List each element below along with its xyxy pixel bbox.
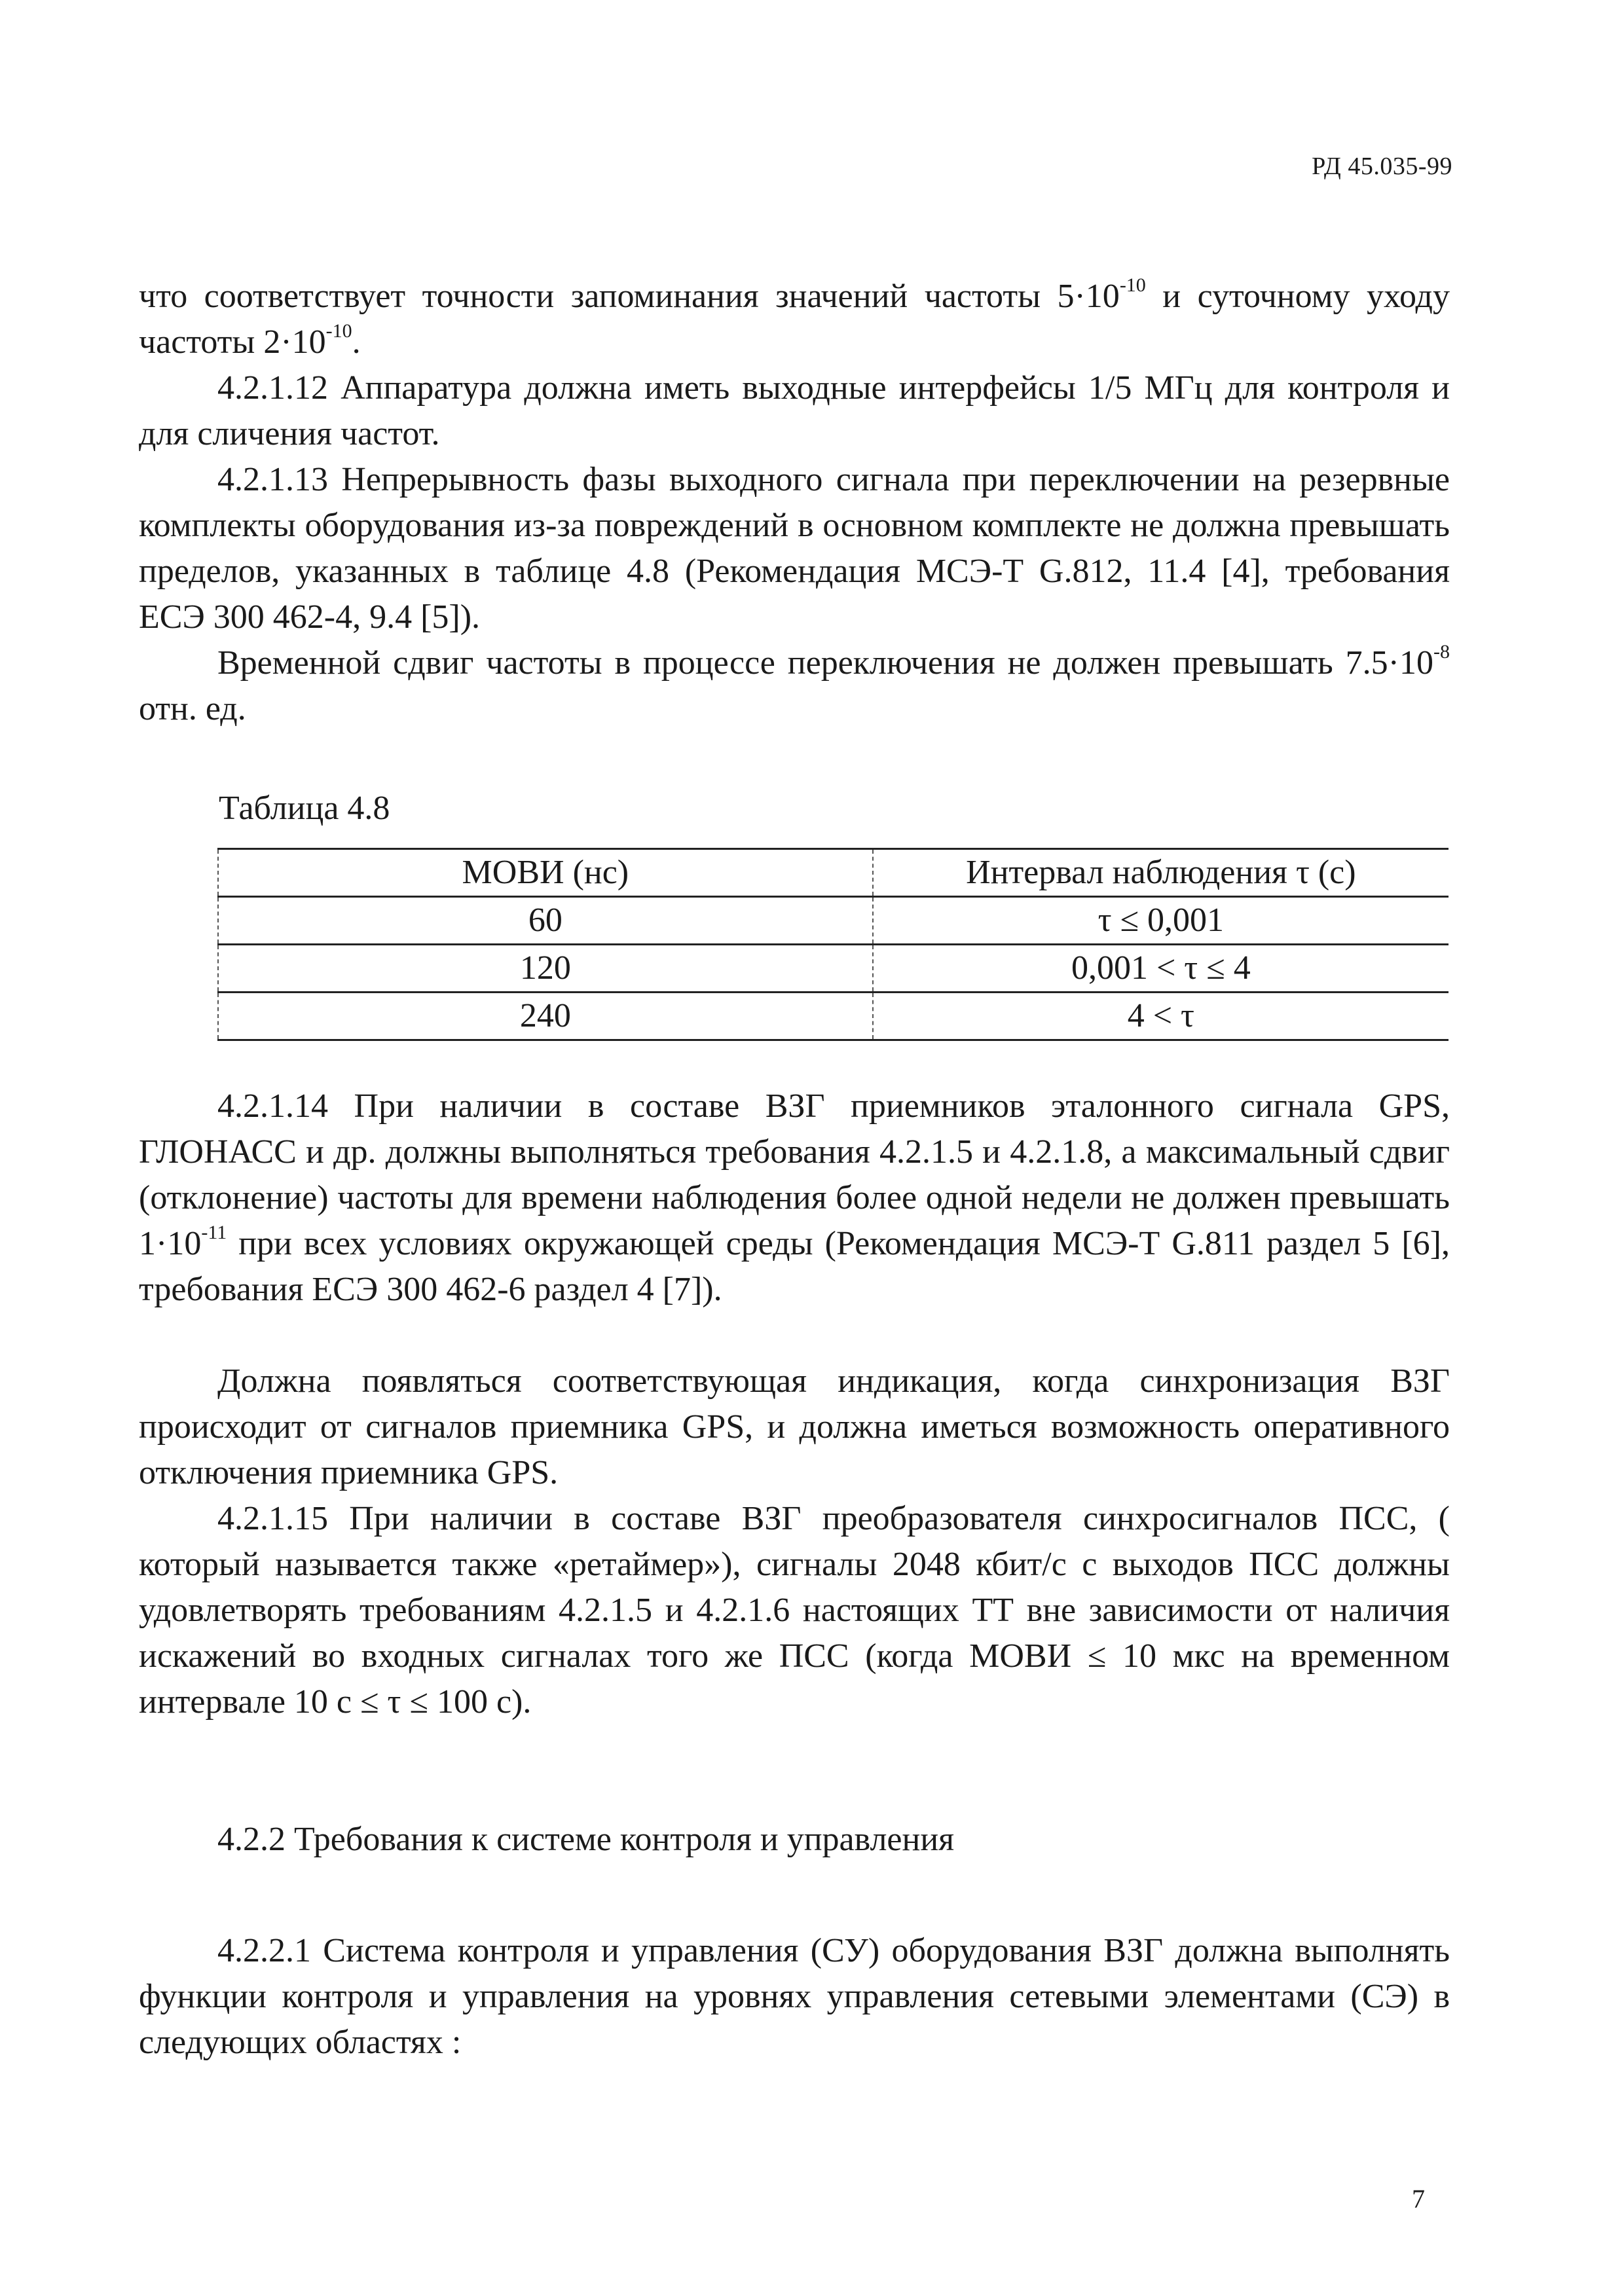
paragraph-frequency-shift: [139, 640, 1450, 732]
exponent: -10: [1119, 274, 1146, 296]
paragraph-text: .: [352, 323, 361, 361]
table-4-8: [217, 848, 1449, 1041]
column-header-movi: МОВИ (нс): [218, 849, 873, 897]
table-cell: 0,001 < τ ≤ 4: [873, 945, 1449, 993]
paragraph-frequency-memory: [139, 274, 1450, 365]
exponent: -8: [1433, 640, 1450, 663]
paragraph-text: 4.2.2.1 Система контроля и управления (СУ) оборудования ВЗГ должна выполнять функции контроля и управления на уровнях управления сетевыми элементами (СЭ) в следующих областях :: [139, 1932, 1450, 2061]
paragraph-text: 4.2.1.13 Непрерывность фазы выходного сигнала при переключении на резервные комплекты оборудования из-за повреждений в основном комплекте не должна превышать пределов, указанных в таблице 4.8 (Рекомендация МСЭ-Т G.812, 11.4 [4], требования ЕСЭ 300 462-4, 9.4 [5]).: [139, 461, 1450, 636]
page-number: 7: [1412, 2184, 1425, 2214]
table-cell: τ ≤ 0,001: [873, 897, 1449, 945]
paragraph-text: 4.2.1.15 При наличии в составе ВЗГ преобразователя синхросигналов ПСС, ( который называется также «ретаймер»), сигналы 2048 кбит/с с выходов ПСС должны удовлетворять требованиям 4.2.1.5 и 4.2.1.6 настоящих ТТ вне зависимости от наличия искажений во входных сигналах того же ПСС (когда МОВИ ≤ 10 мкс на временном интервале 10 с ≤ τ ≤ 100 с).: [139, 1500, 1450, 1721]
paragraph-text: что соответствует точности запоминания значений частоты 5·10: [139, 278, 1120, 315]
paragraph-text: Временной сдвиг частоты в процессе переключения не должен превышать 7.5·10: [217, 644, 1433, 682]
column-header-interval: Интервал наблюдения τ (с): [873, 849, 1449, 897]
table-cell: 60: [218, 897, 873, 945]
paragraph-4-2-1-14: [139, 1084, 1450, 1313]
table-row: [218, 897, 1449, 945]
paragraph-text: и суточному уходу частоты 2·10: [139, 278, 1450, 361]
exponent: -10: [325, 319, 352, 342]
table-row: [218, 993, 1449, 1040]
paragraph-text: отн. ед.: [139, 690, 246, 727]
table-cell: 240: [218, 993, 873, 1040]
paragraph-text: 4.2.1.12 Аппаратура должна иметь выходные интерфейсы 1/5 МГц для контроля и для сличения частот.: [139, 369, 1450, 452]
table-caption: Таблица 4.8: [219, 790, 390, 827]
section-heading-4-2-2: [139, 1817, 1450, 1863]
paragraph-text: 4.2.1.14 При наличии в составе ВЗГ приемников эталонного сигнала GPS, ГЛОНАСС и др. должны выполняться требования 4.2.1.5 и 4.2.1.8, а максимальный сдвиг (отклонение) частоты для времени наблюдения более одной недели не должен превышать 1·10: [139, 1087, 1450, 1262]
paragraph-4-2-1-15: [139, 1496, 1450, 1725]
table-header-row: [218, 849, 1449, 897]
section-heading-text: 4.2.2 Требования к системе контроля и управления: [217, 1821, 955, 1858]
paragraph-gps-indication: [139, 1358, 1450, 1496]
table-row: [218, 945, 1449, 993]
document-code: РД 45.035-99: [1312, 153, 1452, 180]
paragraph-4-2-1-13: [139, 457, 1450, 640]
paragraph-text: Должна появляться соответствующая индикация, когда синхронизация ВЗГ происходит от сигналов приемника GPS, и должна иметься возможность оперативного отключения приемника GPS.: [139, 1362, 1450, 1491]
exponent: -11: [201, 1221, 227, 1243]
table-cell: 4 < τ: [873, 993, 1449, 1040]
paragraph-text: при всех условиях окружающей среды (Рекомендация МСЭ-Т G.811 раздел 5 [6], требования ЕСЭ 300 462-6 раздел 4 [7]).: [139, 1225, 1450, 1308]
paragraph-4-2-1-12: [139, 365, 1450, 457]
paragraph-4-2-2-1: [139, 1928, 1450, 2066]
table-cell: 120: [218, 945, 873, 993]
